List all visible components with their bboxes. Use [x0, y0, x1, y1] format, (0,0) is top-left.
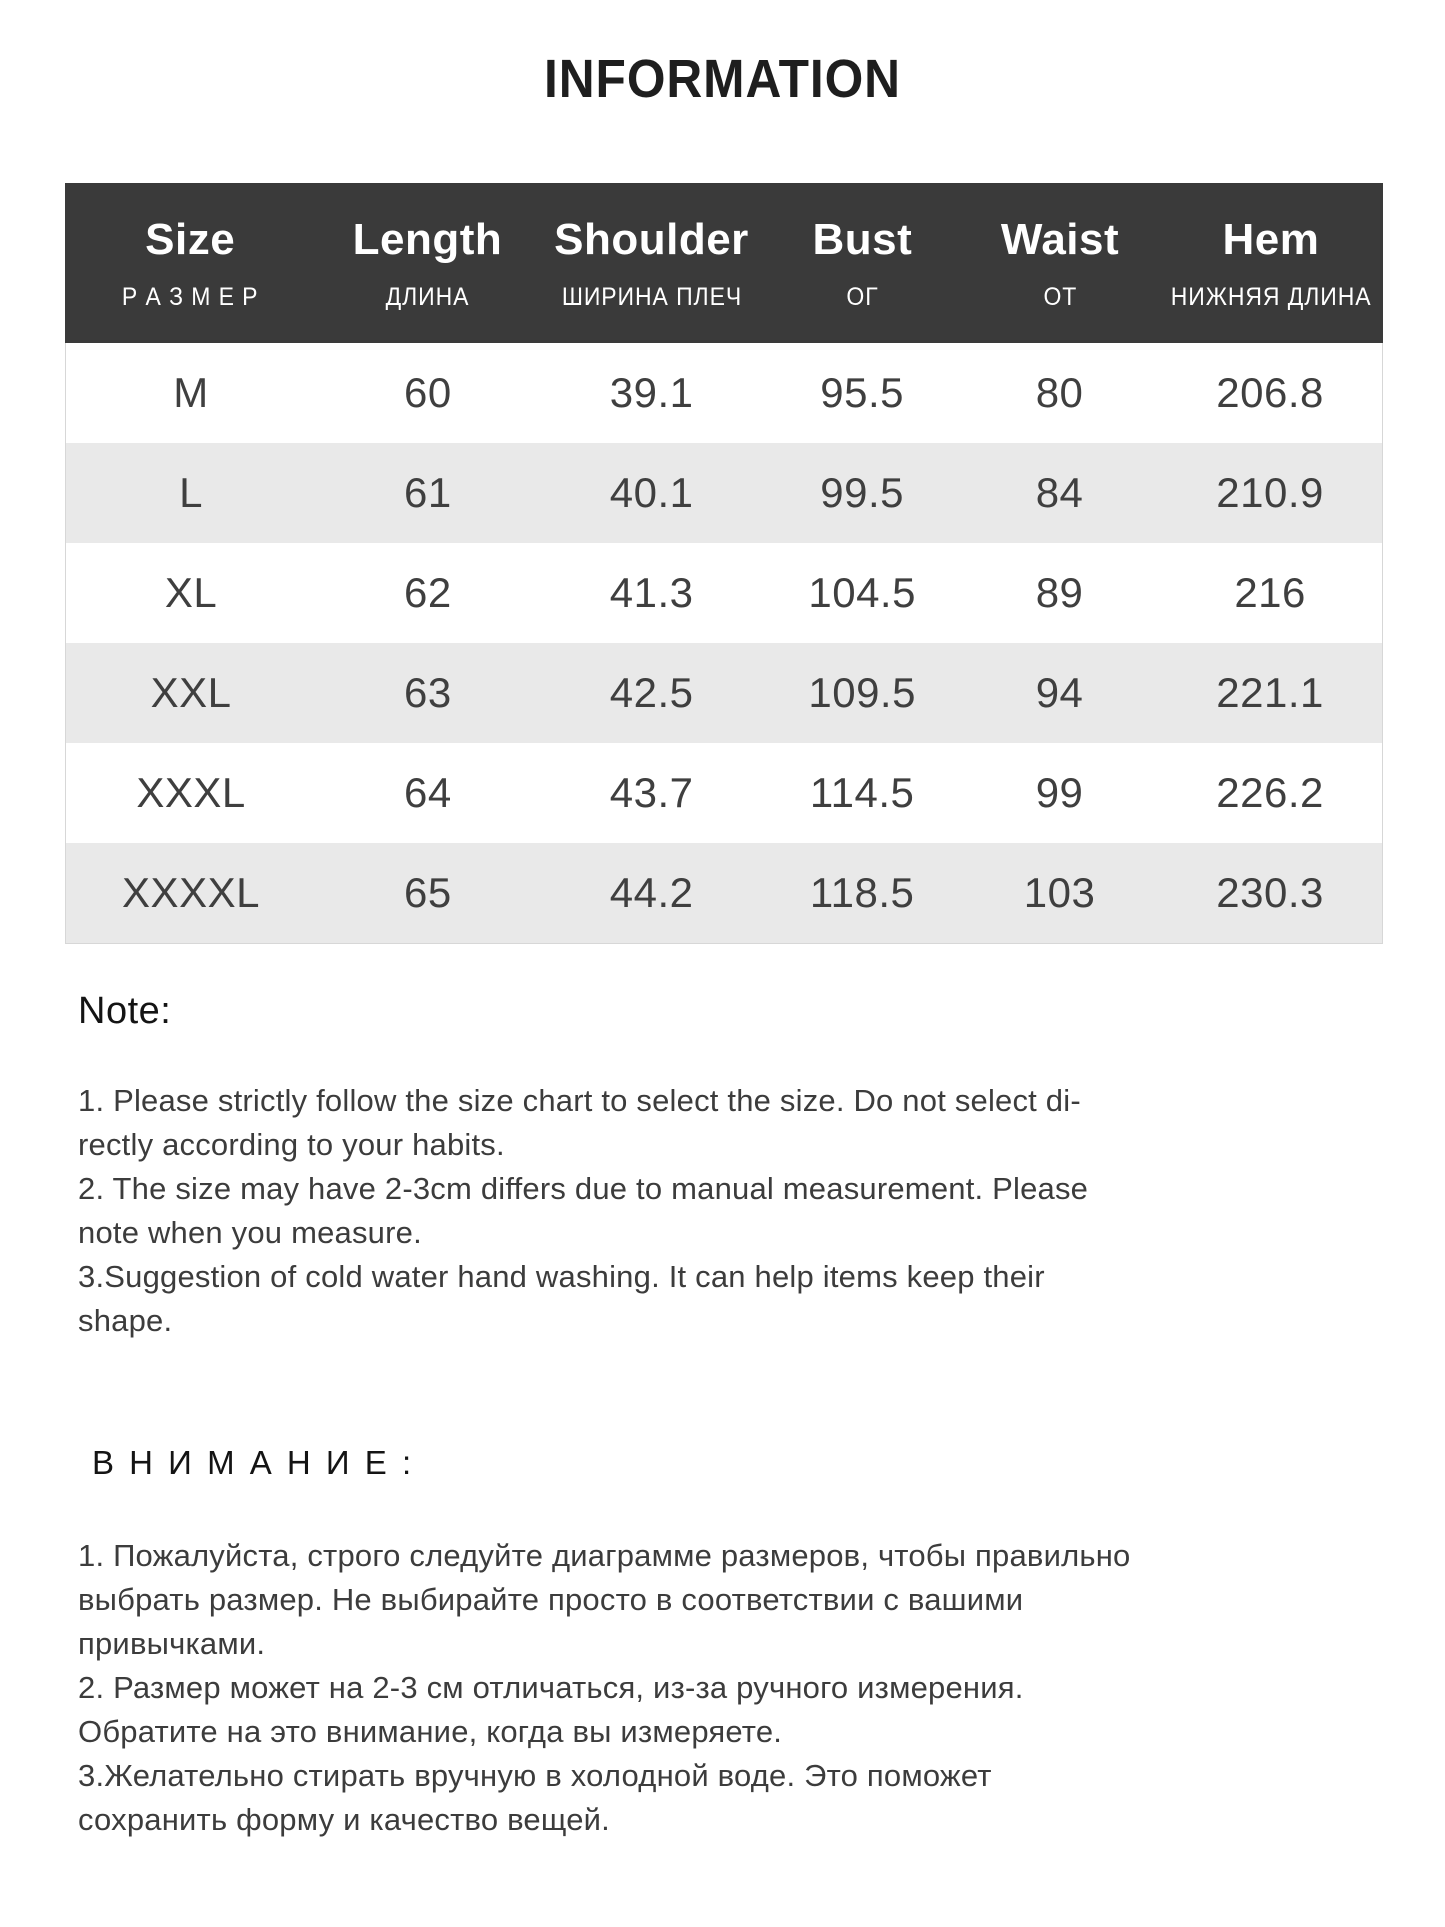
- cell-waist: 103: [1023, 869, 1096, 916]
- cell-size: XXXL: [136, 769, 246, 816]
- cell-length: 61: [404, 469, 452, 516]
- cell-hem: 206.8: [1216, 369, 1324, 416]
- note-line: rectly according to your habits.: [78, 1127, 505, 1162]
- cell-shoulder: 40.1: [609, 469, 694, 516]
- size-chart-header-row: [65, 183, 1383, 343]
- column-header-en: Hem: [1222, 214, 1320, 264]
- note-line: 1. Please strictly follow the size chart to select the size. Do not select di-: [78, 1083, 1081, 1118]
- table-row: [66, 543, 1382, 643]
- cell-hem: 226.2: [1216, 769, 1324, 816]
- cell-bust: 118.5: [809, 869, 915, 916]
- column-header-ru: ДЛИНА: [385, 282, 470, 311]
- column-header: [961, 183, 1159, 343]
- cell-bust: 104.5: [808, 569, 916, 616]
- cell-size: XL: [164, 569, 218, 616]
- column-header-en: Length: [352, 214, 503, 264]
- cell-shoulder: 41.3: [609, 569, 694, 616]
- cell-hem: 230.3: [1216, 869, 1324, 916]
- table-row: [66, 443, 1382, 543]
- cell-size: XXXXL: [122, 869, 260, 916]
- cell-length: 60: [404, 369, 452, 416]
- cell-bust: 109.5: [808, 669, 916, 716]
- table-row: [66, 843, 1382, 943]
- attention-line: 3.Желательно стирать вручную в холодной воде. Это поможет: [78, 1758, 992, 1793]
- column-header-en: Waist: [1000, 214, 1120, 264]
- column-header-ru: Р А З М Е Р: [121, 282, 259, 311]
- attention-line: привычками.: [78, 1626, 266, 1661]
- note-section: [78, 990, 1383, 1343]
- column-header-en: Bust: [812, 214, 913, 264]
- cell-length: 62: [404, 569, 452, 616]
- column-header-ru: ШИРИНА ПЛЕЧ: [561, 282, 742, 311]
- attention-heading: В Н И М А Н И Е :: [92, 1444, 415, 1481]
- size-chart-table: [65, 183, 1383, 944]
- cell-hem: 221.1: [1216, 669, 1324, 716]
- cell-shoulder: 43.7: [609, 769, 694, 816]
- cell-bust: 99.5: [820, 469, 905, 516]
- note-text: [78, 1079, 1383, 1343]
- column-header: [1159, 183, 1383, 343]
- cell-waist: 99: [1035, 769, 1084, 816]
- column-header-en: Size: [145, 214, 236, 264]
- attention-line: выбрать размер. Не выбирайте просто в соответствии с вашими: [78, 1582, 1024, 1617]
- note-line: 3.Suggestion of cold water hand washing. It can help items keep their: [78, 1259, 1045, 1294]
- note-line: 2. The size may have 2-3cm differs due to manual measurement. Please: [78, 1171, 1089, 1206]
- attention-line: сохранить форму и качество вещей.: [78, 1802, 610, 1837]
- column-header: [764, 183, 962, 343]
- page-title: INFORMATION: [544, 49, 901, 109]
- cell-hem: 216: [1234, 569, 1306, 616]
- cell-size: L: [179, 469, 203, 516]
- note-heading: Note:: [78, 990, 172, 1032]
- cell-length: 63: [404, 669, 452, 716]
- cell-size: XXL: [150, 669, 232, 716]
- table-row: [66, 343, 1382, 443]
- attention-line: 2. Размер может на 2-3 см отличаться, из-за ручного измерения.: [78, 1670, 1024, 1705]
- column-header: [539, 183, 763, 343]
- column-header: [315, 183, 539, 343]
- cell-bust: 95.5: [820, 369, 905, 416]
- cell-waist: 80: [1035, 369, 1084, 416]
- column-header-en: Shoulder: [554, 214, 749, 264]
- column-header: [65, 183, 315, 343]
- cell-waist: 84: [1035, 469, 1084, 516]
- table-row: [66, 643, 1382, 743]
- column-header-ru: ОТ: [1043, 282, 1077, 311]
- column-header-ru: ОГ: [846, 282, 879, 311]
- attention-line: Обратите на это внимание, когда вы измеряете.: [78, 1714, 783, 1749]
- note-line: note when you measure.: [78, 1215, 422, 1250]
- attention-section: [78, 1444, 1398, 1842]
- attention-text: [78, 1534, 1398, 1842]
- note-line: shape.: [78, 1303, 173, 1338]
- column-header-ru: НИЖНЯЯ ДЛИНА: [1170, 282, 1372, 311]
- attention-line: 1. Пожалуйста, строго следуйте диаграмме размеров, чтобы правильно: [78, 1538, 1131, 1573]
- size-chart-body: [65, 343, 1383, 944]
- cell-shoulder: 44.2: [609, 869, 694, 916]
- table-row: [66, 743, 1382, 843]
- cell-shoulder: 39.1: [609, 369, 694, 416]
- cell-bust: 114.5: [809, 769, 915, 816]
- cell-shoulder: 42.5: [609, 669, 694, 716]
- cell-length: 65: [404, 869, 452, 916]
- cell-length: 64: [404, 769, 452, 816]
- cell-waist: 94: [1035, 669, 1084, 716]
- cell-hem: 210.9: [1216, 469, 1324, 516]
- cell-size: M: [173, 369, 209, 416]
- cell-waist: 89: [1035, 569, 1084, 616]
